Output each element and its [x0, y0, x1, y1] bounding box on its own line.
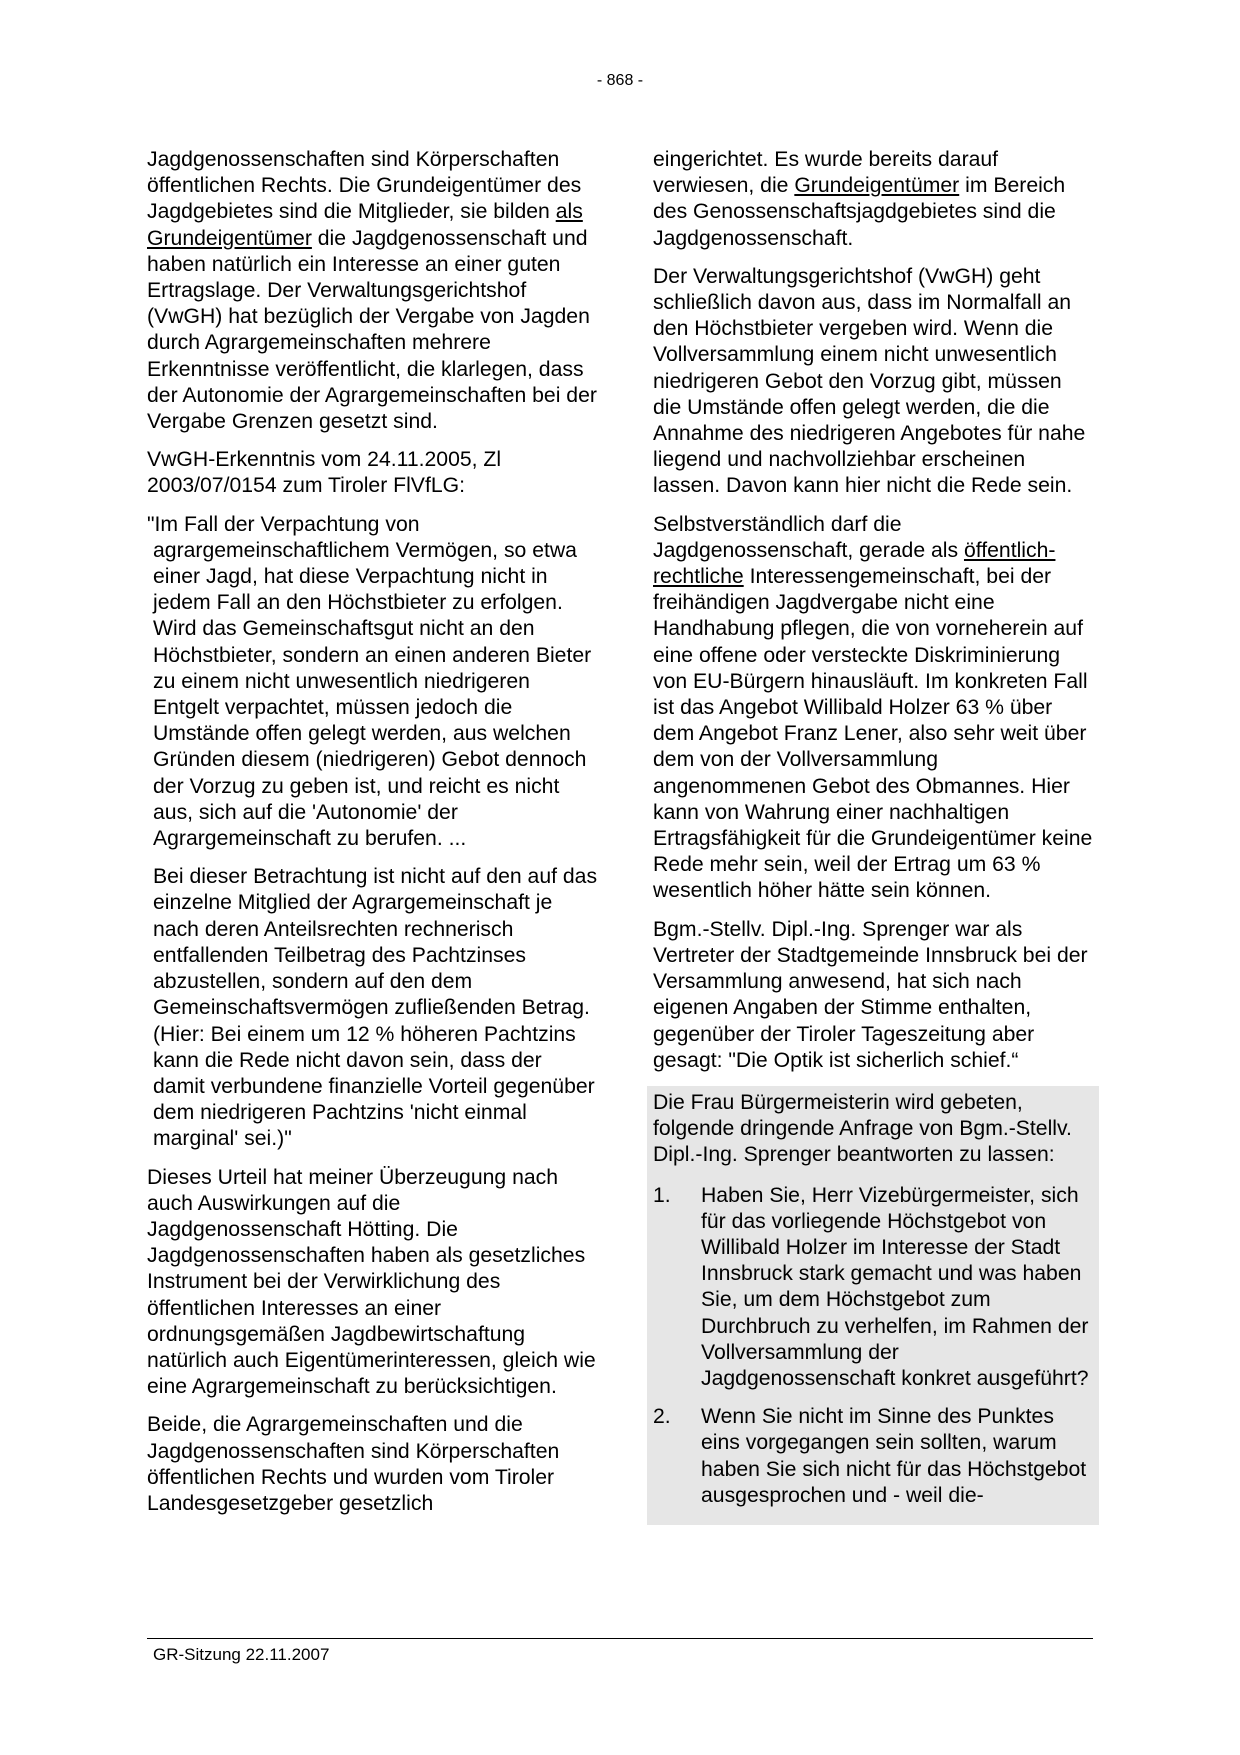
right-column: [653, 147, 1095, 1525]
left-paragraph-3: Dieses Urteil hat meiner Überzeugung nach auch Auswirkungen auf die Jagdgenossenschaft Hötting. Die Jagdgenossenschaften haben als gesetzliches Instrument bei der Verwirklichung des öffentlichen Interesses an einer ordnungsgemäßen Jagdbewirtschaftung natürlich auch Eigentümerinteressen, gleich wie eine Agrargemeinschaft zu berücksichtigen.: [147, 1165, 596, 1399]
page-number: - 868 -: [596, 72, 644, 89]
underlined-term: als Grundeigentümer: [147, 200, 583, 250]
underlined-term: öffentlich-rechtliche: [653, 538, 1056, 589]
text-run: eingerichtet. Es wurde bereits darauf verwiesen, die: [653, 148, 999, 198]
question-text: Haben Sie, Herr Vizebürgermeister, sich für das vorliegende Höchstgebot von Willibald Holzer im Interesse der Stadt Innsbruck stark gemacht und was haben Sie, um dem Höchstgebot zum Durchbruch zu verhelfen, im Rahmen der Vollversammlung der Jagdgenossenschaft konkret ausgeführt?: [701, 1183, 1089, 1390]
inquiry-intro: Die Frau Bürgermeisterin wird gebeten, folgende dringende Anfrage von Bgm.-Stellv. Dipl.-Ing. Sprenger beantworten zu lassen:: [653, 1090, 1072, 1167]
text-run: die Jagdgenossenschaft und haben natürlich ein Interesse an einer guten Ertragslage. Der Verwaltungsgerichtshof (VwGH) hat bezüglich der Vergabe von Jagden durch Agrargemeinschaften mehrere Erkenntnisse veröffentlicht, die klarlegen, dass der Autonomie der Agrargemeinschaften bei der Vergabe Grenzen gesetzt sind.: [147, 226, 597, 434]
question-list: [653, 1183, 1093, 1509]
underlined-term: Grundeigentümer: [794, 174, 960, 198]
court-quote: [147, 512, 599, 1153]
question-number: 2.: [653, 1405, 671, 1429]
question-number: 1.: [653, 1183, 671, 1207]
footer-divider: [147, 1638, 1093, 1639]
inquiry-box: [647, 1086, 1099, 1525]
question-text: Wenn Sie nicht im Sinne des Punktes eins vorgegangen sein sollten, warum haben Sie sich nicht für das Höchstgebot ausgesprochen und - weil die-: [701, 1405, 1087, 1507]
right-paragraph-3: [653, 512, 1095, 905]
quote-paragraph-1: "Im Fall der Verpachtung von agrargemeinschaftlichem Vermögen, so etwa einer Jagd, hat diese Verpachtung nicht in jedem Fall an den Höchstbieter zu erfolgen. Wird das Gemeinschaftsgut nicht an den Höchstbieter, sondern an einen anderen Bieter zu einem nicht unwesentlich niedrigeren Entgelt verpachtet, müssen jedoch die Umstände offen gelegt werden, aus welchen Gründen diesem (niedrigeren) Gebot dennoch der Vorzug zu geben ist, und reicht es nicht aus, sich auf die 'Autonomie' der Agrargemeinschaft zu berufen. ...: [147, 512, 592, 851]
quote-paragraph-2: Bei dieser Betrachtung ist nicht auf den auf das einzelne Mitglied der Agrargemeinschaft je nach deren Anteilsrechten rechnerisch entfallenden Teilbetrag des Pachtzinses abzustellen, sondern auf den dem Gemeinschaftsvermögen zufließenden Betrag. (Hier: Bei einem um 12 % höheren Pachtzins kann die Rede nicht davon sein, dass der damit verbundene finanzielle Vorteil gegenüber dem niedrigeren Pachtzins 'nicht einmal marginal' sei.)": [153, 865, 598, 1151]
right-paragraph-1: [653, 147, 1095, 252]
list-item: [653, 1183, 1093, 1393]
text-run: im Bereich des Genossenschaftsjagdgebietes sind die Jagdgenossenschaft.: [653, 174, 1066, 250]
left-paragraph-4: Beide, die Agrargemeinschaften und die Jagdgenossenschaften sind Körperschaften öffentlichen Rechts und wurden vom Tiroler Landesgesetzgeber gesetzlich: [147, 1413, 560, 1515]
left-paragraph-2: VwGH-Erkenntnis vom 24.11.2005, Zl 2003/07/0154 zum Tiroler FlVfLG:: [147, 448, 502, 498]
text-run: Jagdgenossenschaften sind Körperschaften öffentlichen Rechts. Die Grundeigentümer des Jagdgebietes sind die Mitglieder, sie bilden: [147, 148, 582, 224]
right-paragraph-4: Bgm.-Stellv. Dipl.-Ing. Sprenger war als Vertreter der Stadtgemeinde Innsbruck bei der Versammlung anwesend, hat sich nach eigenen Angaben der Stimme enthalten, gegenüber der Tiroler Tageszeitung aber gesagt: "Die Optik ist sicherlich schief.“: [653, 917, 1088, 1072]
list-item: [653, 1404, 1093, 1509]
left-column: [147, 147, 599, 1529]
left-paragraph-1: [147, 147, 599, 435]
text-run: Selbstverständlich darf die Jagdgenossenschaft, gerade als: [653, 512, 964, 562]
right-paragraph-2: Der Verwaltungsgerichtshof (VwGH) geht schließlich davon aus, dass im Normalfall an den Höchstbieter vergeben wird. Wenn die Vollversammlung einem nicht unwesentlich niedrigeren Gebot den Vorzug gibt, müssen die Umstände offen gelegt werden, die die Annahme des niedrigeren Angebotes für nahe liegend und nachvollziehbar erscheinen lassen. Davon kann hier nicht die Rede sein.: [653, 264, 1086, 498]
footer-session-date: GR-Sitzung 22.11.2007: [153, 1645, 330, 1664]
text-run: Interessengemeinschaft, bei der freihändigen Jagdvergabe nicht eine Handhabung pflegen, die von vorneherein auf eine offene oder versteckte Diskriminierung von EU-Bürgern hinausläuft. Im konkreten Fall ist das Angebot Willibald Holzer 63 % über dem Angebot Franz Lener, also sehr weit über dem von der Vollversammlung angenommenen Gebot des Obmannes. Hier kann von Wahrung einer nachhaltigen Ertragsfähigkeit für die Grundeigentümer keine Rede mehr sein, weil der Ertrag um 63 % wesentlich höher hätte sein können.: [653, 565, 1093, 903]
